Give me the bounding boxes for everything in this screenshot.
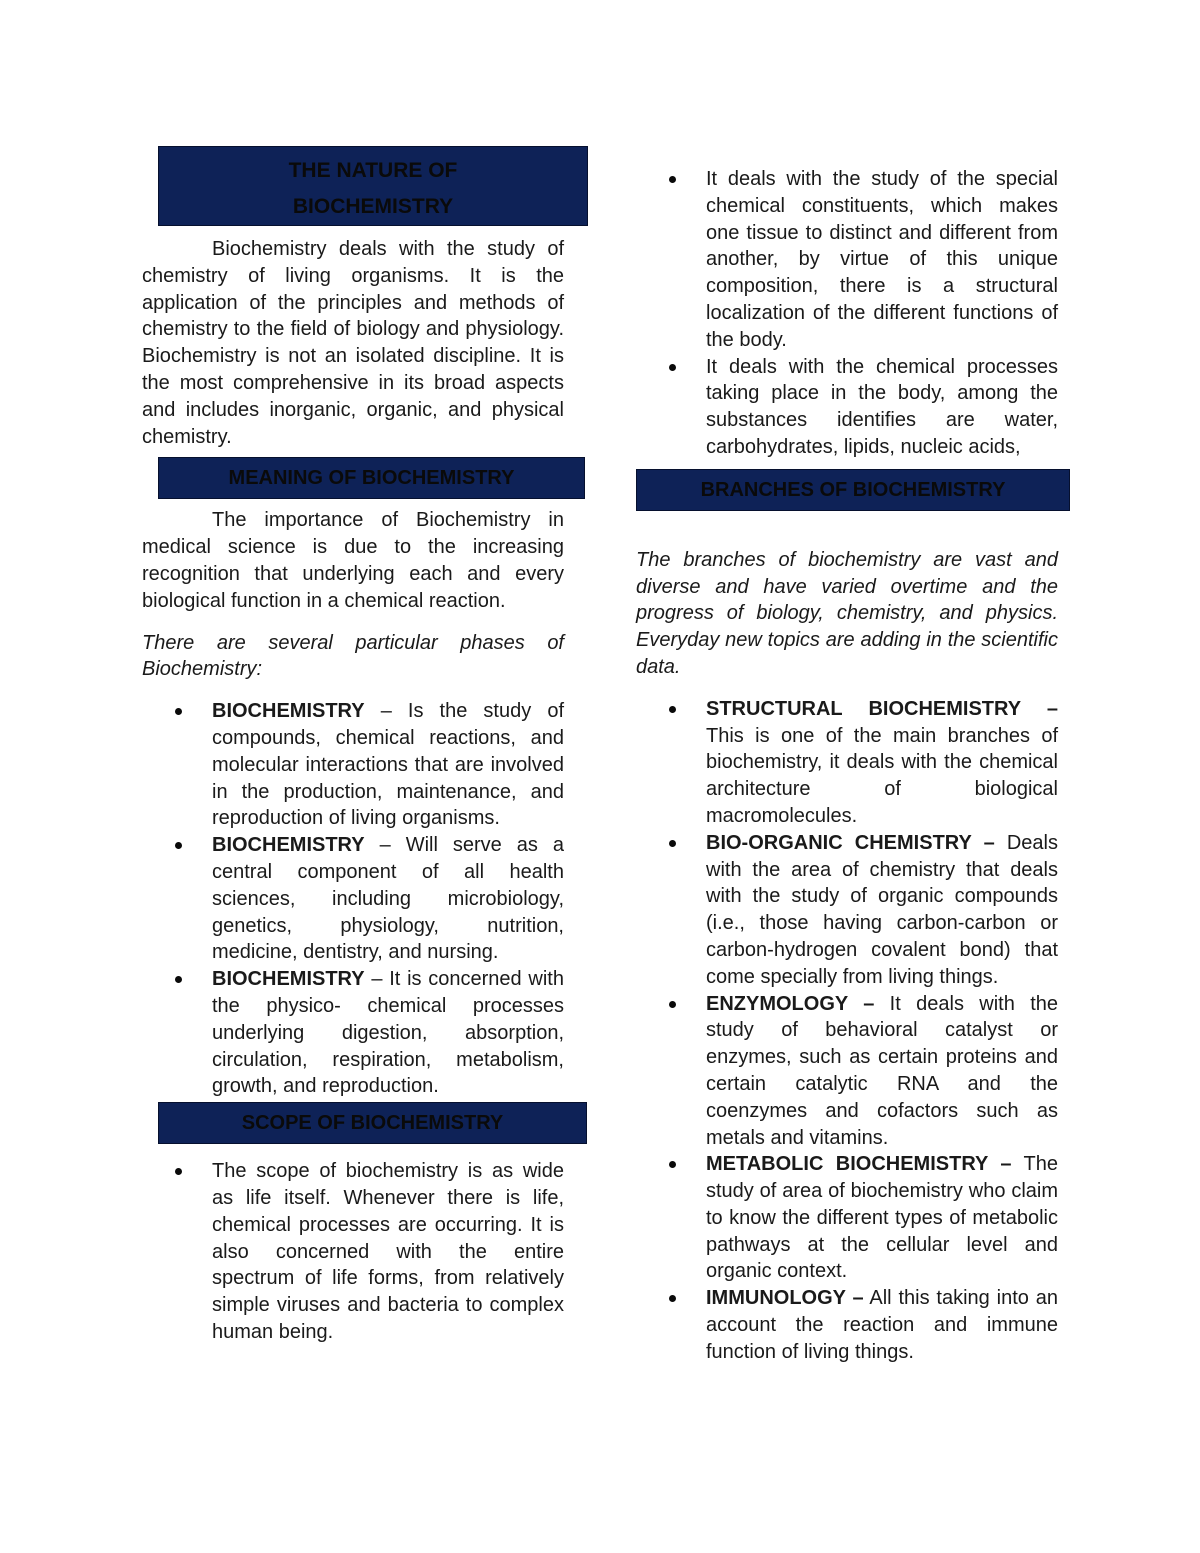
branches-intro: The branches of biochemistry are vast and diverse and have varied overtime and the progress of biology, chemistry, and physics. Everyday new topics are adding in the scientific data. bbox=[636, 548, 1058, 678]
branches-heading: BRANCHES OF BIOCHEMISTRY bbox=[636, 469, 1070, 511]
list-item: STRUCTURAL BIOCHEMISTRY – This is one of the main branches of biochemistry, it deals with the chemical architecture of biological macromolecules. bbox=[636, 696, 1058, 830]
term: BIOCHEMISTRY bbox=[212, 968, 365, 991]
phases-list bbox=[142, 698, 564, 1100]
list-item: The scope of biochemistry is as wide as life itself. Whenever there is life, chemical processes are occurring. It is also concerned with the entire spectrum of life forms, from relatively simple viruses and bacteria to complex human being. bbox=[142, 1158, 564, 1346]
term: BIOCHEMISTRY bbox=[212, 834, 365, 857]
left-column bbox=[142, 146, 564, 1346]
list-item: METABOLIC BIOCHEMISTRY – The study of area of biochemistry who claim to know the different types of metabolic pathways at the cellular level and organic context. bbox=[636, 1151, 1058, 1285]
intro-paragraph: Biochemistry deals with the study of chemistry of living organisms. It is the application of the principles and methods of chemistry to the field of biology and physiology. Biochemistry is not an isolated discipline. It is the most comprehensive in its broad aspects and includes inorganic, organic, and physical chemistry. bbox=[142, 238, 564, 448]
bullet-icon bbox=[175, 708, 182, 715]
phases-intro: There are several particular phases of Biochemistry: bbox=[142, 631, 564, 681]
list-item: BIO-ORGANIC CHEMISTRY – Deals with the area of chemistry that deals with the study of organic compounds (i.e., those having carbon-carbon or carbon-hydrogen covalent bond) that come specially from living things. bbox=[636, 830, 1058, 991]
list-item: BIOCHEMISTRY – It is concerned with the physico- chemical processes underlying digestion, absorption, circulation, respiration, metabolism, growth, and reproduction. bbox=[142, 966, 564, 1100]
bullet-icon bbox=[175, 1168, 182, 1175]
bullet-icon bbox=[669, 840, 676, 847]
title-banner bbox=[158, 146, 588, 226]
bullet-icon bbox=[669, 1161, 676, 1168]
bullet-icon bbox=[669, 176, 676, 183]
right-column bbox=[636, 166, 1058, 1366]
meaning-paragraph: The importance of Biochemistry in medical science is due to the increasing recognition that underlying each and every biological function in a chemical reaction. bbox=[142, 509, 564, 612]
bullet-icon bbox=[669, 1001, 676, 1008]
branches-list bbox=[636, 696, 1058, 1366]
scope-heading: SCOPE OF BIOCHEMISTRY bbox=[158, 1102, 587, 1144]
title-line-2: BIOCHEMISTRY bbox=[292, 195, 454, 218]
bullet-icon bbox=[175, 976, 182, 983]
term: BIOCHEMISTRY bbox=[212, 700, 365, 723]
term: ENZYMOLOGY – bbox=[706, 992, 875, 1015]
list-item: ENZYMOLOGY – It deals with the study of behavioral catalyst or enzymes, such as certain proteins and certain catalytic RNA and the coenzymes and cofactors such as metals and vitamins. bbox=[636, 991, 1058, 1152]
list-item: BIOCHEMISTRY – Is the study of compounds, chemical reactions, and molecular interactions that are involved in the production, maintenance, and reproduction of living organisms. bbox=[142, 698, 564, 832]
bullet-icon bbox=[669, 1295, 676, 1302]
list-item: It deals with the study of the special chemical constituents, which makes one tissue to distinct and different from another, by virtue of this unique composition, there is a structural localization of the different functions of the body. bbox=[636, 166, 1058, 354]
term: STRUCTURAL BIOCHEMISTRY – bbox=[706, 697, 1058, 720]
scope-list bbox=[142, 1158, 564, 1346]
bullet-icon bbox=[669, 364, 676, 371]
list-item: BIOCHEMISTRY – Will serve as a central component of all health sciences, including microbiology, genetics, physiology, nutrition, medicine, dentistry, and nursing. bbox=[142, 832, 564, 966]
bullet-icon bbox=[669, 706, 676, 713]
scope-continued-list bbox=[636, 166, 1058, 461]
meaning-heading: MEANING OF BIOCHEMISTRY bbox=[158, 457, 585, 499]
title-line-1: THE NATURE OF bbox=[288, 159, 458, 182]
term: METABOLIC BIOCHEMISTRY – bbox=[706, 1153, 1012, 1176]
list-item: It deals with the chemical processes taking place in the body, among the substances identifies are water, carbohydrates, lipids, nucleic acids, bbox=[636, 354, 1058, 461]
bullet-icon bbox=[175, 842, 182, 849]
list-item: IMMUNOLOGY – All this taking into an account the reaction and immune function of living things. bbox=[636, 1285, 1058, 1365]
term: BIO-ORGANIC CHEMISTRY – bbox=[706, 831, 995, 854]
term: IMMUNOLOGY – bbox=[706, 1287, 864, 1310]
